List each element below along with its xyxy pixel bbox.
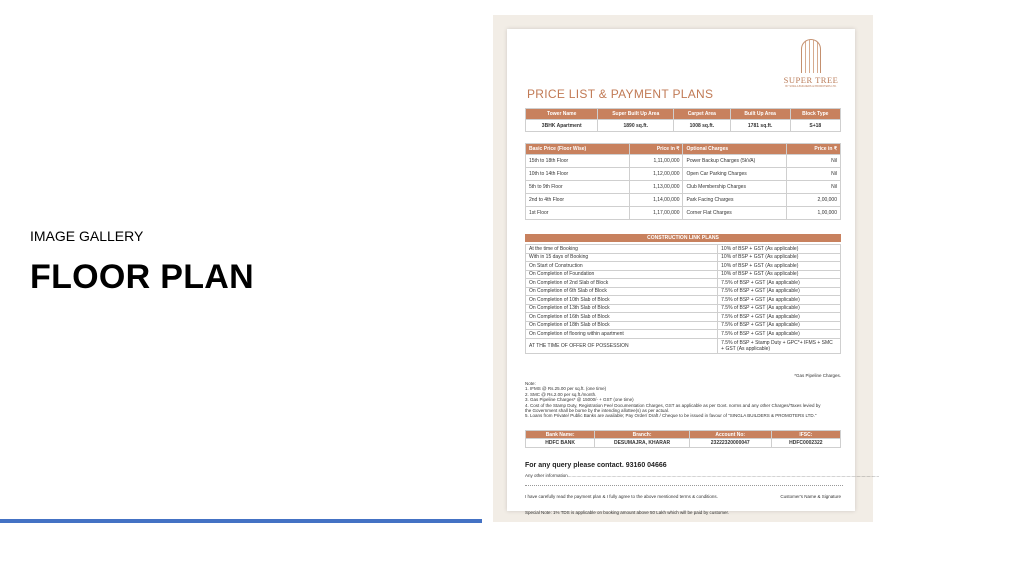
table-cell: 5th to 9th Floor <box>526 181 630 194</box>
table-cell: 10% of BSP + GST (As applicable) <box>718 262 841 271</box>
header-cell: Basic Price (Floor Wise) <box>526 144 630 155</box>
table-cell: 7.5% of BSP + GST (As applicable) <box>718 304 841 313</box>
note-line: 5. Loans from Private/ Public Banks are available; Pay Order/ Draft / Cheque to be issued in favour of "SINGLA BUILDERS & PROMOTERS LTD." <box>525 413 817 419</box>
table-cell: HDFC BANK <box>526 439 595 448</box>
table-row <box>526 253 841 262</box>
table-cell: 1st Floor <box>526 207 630 220</box>
slide-title: FLOOR PLAN <box>30 258 254 296</box>
table-row <box>526 207 841 220</box>
table-row <box>526 262 841 271</box>
table-row <box>526 279 841 288</box>
header-cell: Super Built Up Area <box>598 109 674 120</box>
table-cell: 23222320000047 <box>689 439 771 448</box>
table-row <box>526 338 841 353</box>
table-cell: On Completion of 2nd Slab of Block <box>526 279 718 288</box>
table-cell: 1,13,00,000 <box>629 181 683 194</box>
table-cell: Club Membership Charges <box>683 181 787 194</box>
table-cell: S+18 <box>790 120 840 132</box>
header-cell: Account No: <box>689 431 771 439</box>
table-row <box>526 245 841 254</box>
table-cell: 1,14,00,000 <box>629 194 683 207</box>
unit-table-header <box>526 109 841 120</box>
table-row <box>526 321 841 330</box>
dotted-line <box>525 485 843 486</box>
header-cell: Carpet Area <box>674 109 731 120</box>
table-cell: On Completion of 16th Slab of Block <box>526 313 718 322</box>
table-cell: 7.5% of BSP + Stamp Duty + GPC*+ IFMS + SMC + GST (As applicable) <box>718 338 841 353</box>
document-title: PRICE LIST & PAYMENT PLANS <box>527 87 714 101</box>
gas-note: *Gas Pipeline Charges. <box>794 373 841 378</box>
agreement-text: I have carefully read the payment plan & I fully agree to the above mentioned terms & conditions. <box>525 494 718 499</box>
table-cell: 7.5% of BSP + GST (As applicable) <box>718 296 841 305</box>
table-row <box>526 168 841 181</box>
price-table-header <box>526 144 841 155</box>
accent-line <box>0 519 482 523</box>
table-cell: With in 15 days of Booking <box>526 253 718 262</box>
super-tree-logo <box>781 39 841 88</box>
table-cell: 1781 sq.ft. <box>730 120 790 132</box>
table-row <box>526 270 841 279</box>
table-cell: 7.5% of BSP + GST (As applicable) <box>718 321 841 330</box>
table-row <box>526 194 841 207</box>
table-cell: 10% of BSP + GST (As applicable) <box>718 253 841 262</box>
table-cell: On Completion of Foundation <box>526 270 718 279</box>
table-row <box>526 313 841 322</box>
other-information: Any other information......................................................................................................................................................................................................................................................... <box>525 473 880 478</box>
table-row <box>526 181 841 194</box>
table-cell: On Completion of 6th Slab of Block <box>526 287 718 296</box>
table-cell: 10% of BSP + GST (As applicable) <box>718 270 841 279</box>
bank-table <box>525 430 841 448</box>
table-cell: 7.5% of BSP + GST (As applicable) <box>718 313 841 322</box>
table-cell: 7.5% of BSP + GST (As applicable) <box>718 287 841 296</box>
table-cell: Nil <box>787 168 841 181</box>
header-cell: IFSC: <box>771 431 840 439</box>
table-cell: 1,12,00,000 <box>629 168 683 181</box>
price-list-document <box>507 29 880 515</box>
table-cell: DESUMAJRA, KHARAR <box>595 439 690 448</box>
table-row <box>526 439 841 448</box>
table-cell: 7.5% of BSP + GST (As applicable) <box>718 279 841 288</box>
table-cell: On Start of Construction <box>526 262 718 271</box>
document-image <box>493 15 880 522</box>
table-cell: Corner Flat Charges <box>683 207 787 220</box>
table-cell: 7.5% of BSP + GST (As applicable) <box>718 330 841 339</box>
construction-plan-heading: CONSTRUCTION LINK PLANS <box>525 234 841 242</box>
table-cell: 10% of BSP + GST (As applicable) <box>718 245 841 254</box>
special-note: Special Note: 1% TDS is applicable on booking amount above 50 Lakh which will be paid by customer. <box>525 510 730 515</box>
table-row <box>526 296 841 305</box>
header-cell: Branch: <box>595 431 690 439</box>
logo-name: SUPER TREE <box>783 75 839 85</box>
table-cell: 15th to 18th Floor <box>526 155 630 168</box>
slide-subtitle: IMAGE GALLERY <box>30 228 144 244</box>
note-line: 4. Cost of the Stamp Duty, Registration Fee/ Documentation Charges, GST as applicable as per Govt. norms and any other Charges/Taxes levied by <box>525 402 821 408</box>
logo-tagline: BY SINGLA BUILDERS & PROMOTERS LTD. <box>785 85 837 88</box>
arch-icon <box>801 39 821 73</box>
notes-block <box>525 381 843 419</box>
header-cell: Built Up Area <box>730 109 790 120</box>
table-cell: 1,17,00,000 <box>629 207 683 220</box>
table-cell: On Completion of flooring within apartment <box>526 330 718 339</box>
table-cell: 3BHK Apartment <box>526 120 598 132</box>
table-cell: 1008 sq.ft. <box>674 120 731 132</box>
header-cell: Bank Name: <box>526 431 595 439</box>
table-cell: HDFC0002322 <box>771 439 840 448</box>
table-cell: Nil <box>787 181 841 194</box>
table-row <box>526 287 841 296</box>
header-cell: Price in ₹ <box>787 144 841 155</box>
table-row <box>526 120 841 132</box>
table-cell: Power Backup Charges (5kVA) <box>683 155 787 168</box>
note-line: the Government shall be borne by the intending allottee(s) as per actual. <box>525 408 670 414</box>
table-cell: Park Facing Charges <box>683 194 787 207</box>
note-line: 3. Gas Pipeline Charges* @ 15000/- + GST (one time) <box>525 397 634 403</box>
table-cell: On Completion of 10th Slab of Block <box>526 296 718 305</box>
table-cell: 1,11,00,000 <box>629 155 683 168</box>
unit-table <box>525 108 841 132</box>
table-cell: AT THE TIME OF OFFER OF POSSESSION <box>526 338 718 353</box>
note-line: 2. SMC @ Rs.2.00 per sq.ft./month. <box>525 391 597 397</box>
bank-table-header <box>526 431 841 439</box>
table-cell: Open Car Parking Charges <box>683 168 787 181</box>
table-cell: 2nd to 4th Floor <box>526 194 630 207</box>
header-cell: Optional Charges <box>683 144 787 155</box>
table-cell: 1890 sq.ft. <box>598 120 674 132</box>
table-cell: 1,00,000 <box>787 207 841 220</box>
note-line: Note: <box>525 381 536 386</box>
header-cell: Tower Name <box>526 109 598 120</box>
header-cell: Price in ₹ <box>629 144 683 155</box>
table-row <box>526 330 841 339</box>
table-cell: On Completion of 13th Slab of Block <box>526 304 718 313</box>
construction-table <box>525 244 841 354</box>
table-cell: At the time of Booking <box>526 245 718 254</box>
note-line: 1. IFMS @ Rs.25.00 per sq.ft. (one time) <box>525 386 607 392</box>
table-row <box>526 155 841 168</box>
table-cell: Nil <box>787 155 841 168</box>
table-cell: On Completion of 18th Slab of Block <box>526 321 718 330</box>
table-cell: 10th to 14th Floor <box>526 168 630 181</box>
contact-query: For any query please contact. 93160 04666 <box>525 462 667 469</box>
signature-label: Customer's Name & Signature <box>780 494 841 499</box>
price-table <box>525 143 841 220</box>
header-cell: Block Type <box>790 109 840 120</box>
table-row <box>526 304 841 313</box>
table-cell: 2,00,000 <box>787 194 841 207</box>
